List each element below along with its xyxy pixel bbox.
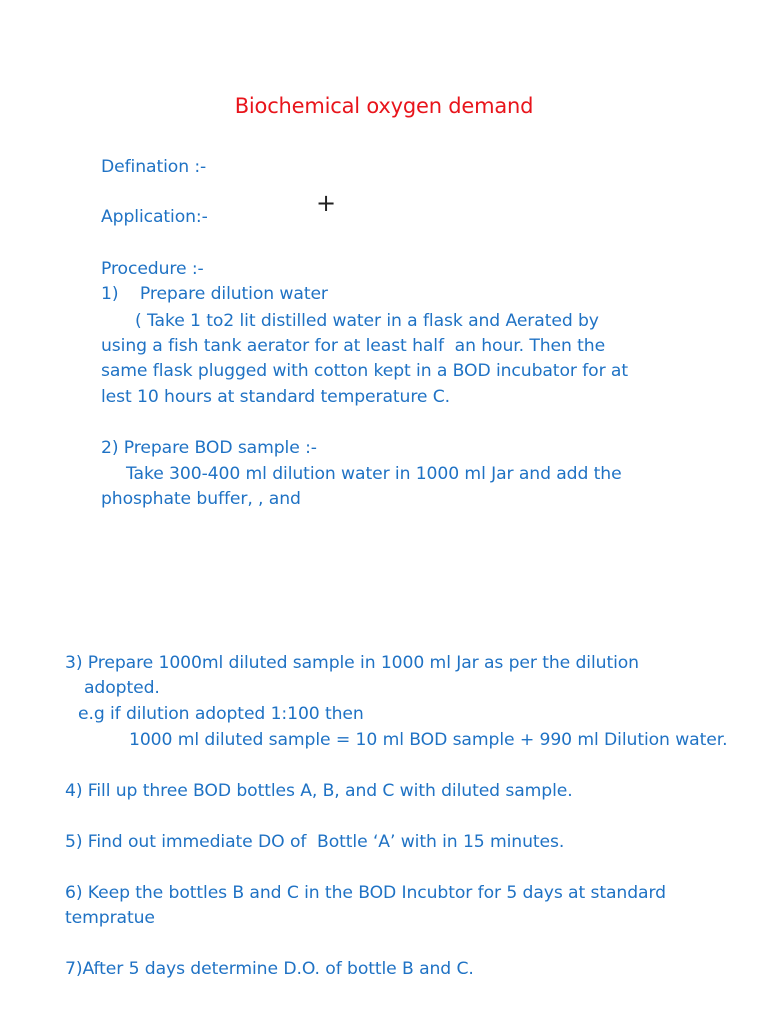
step-3-example: e.g if dilution adopted 1:100 then <box>78 704 364 724</box>
step-1-text: using a fish tank aerator for at least half an hour. Then the <box>101 336 606 356</box>
step-1-text: lest 10 hours at standard temperature C. <box>101 387 451 407</box>
step-4: 4) Fill up three BOD bottles A, B, and C with diluted sample. <box>65 781 573 801</box>
step-3-text: adopted. <box>84 678 160 698</box>
step-6-text: tempratue <box>65 908 155 928</box>
step-5: 5) Find out immediate DO of Bottle ‘A’ with in 15 minutes. <box>65 832 565 852</box>
defination-heading: Defination :- <box>101 157 207 177</box>
step-2-text: phosphate buffer, , and <box>101 489 301 509</box>
step-2-text: Take 300-400 ml dilution water in 1000 ml Jar and add the <box>126 464 622 484</box>
application-heading: Application:- <box>101 207 208 227</box>
step-3-formula: 1000 ml diluted sample = 10 ml BOD sample + 990 ml Dilution water. <box>129 730 728 750</box>
step-1-heading: 1) Prepare dilution water <box>101 284 328 304</box>
step-6: 6) Keep the bottles B and C in the BOD Incubtor for 5 days at standard <box>65 883 666 903</box>
step-1-text: same flask plugged with cotton kept in a BOD incubator for at <box>101 361 628 381</box>
procedure-heading: Procedure :- <box>101 259 204 279</box>
step-3-heading: 3) Prepare 1000ml diluted sample in 1000 ml Jar as per the dilution <box>65 653 639 673</box>
plus-icon: + <box>316 189 337 217</box>
page-title: Biochemical oxygen demand <box>234 94 534 118</box>
step-2-heading: 2) Prepare BOD sample :- <box>101 438 317 458</box>
step-7: 7)After 5 days determine D.O. of bottle B and C. <box>65 959 474 979</box>
step-1-text: ( Take 1 to2 lit distilled water in a flask and Aerated by <box>135 311 599 331</box>
